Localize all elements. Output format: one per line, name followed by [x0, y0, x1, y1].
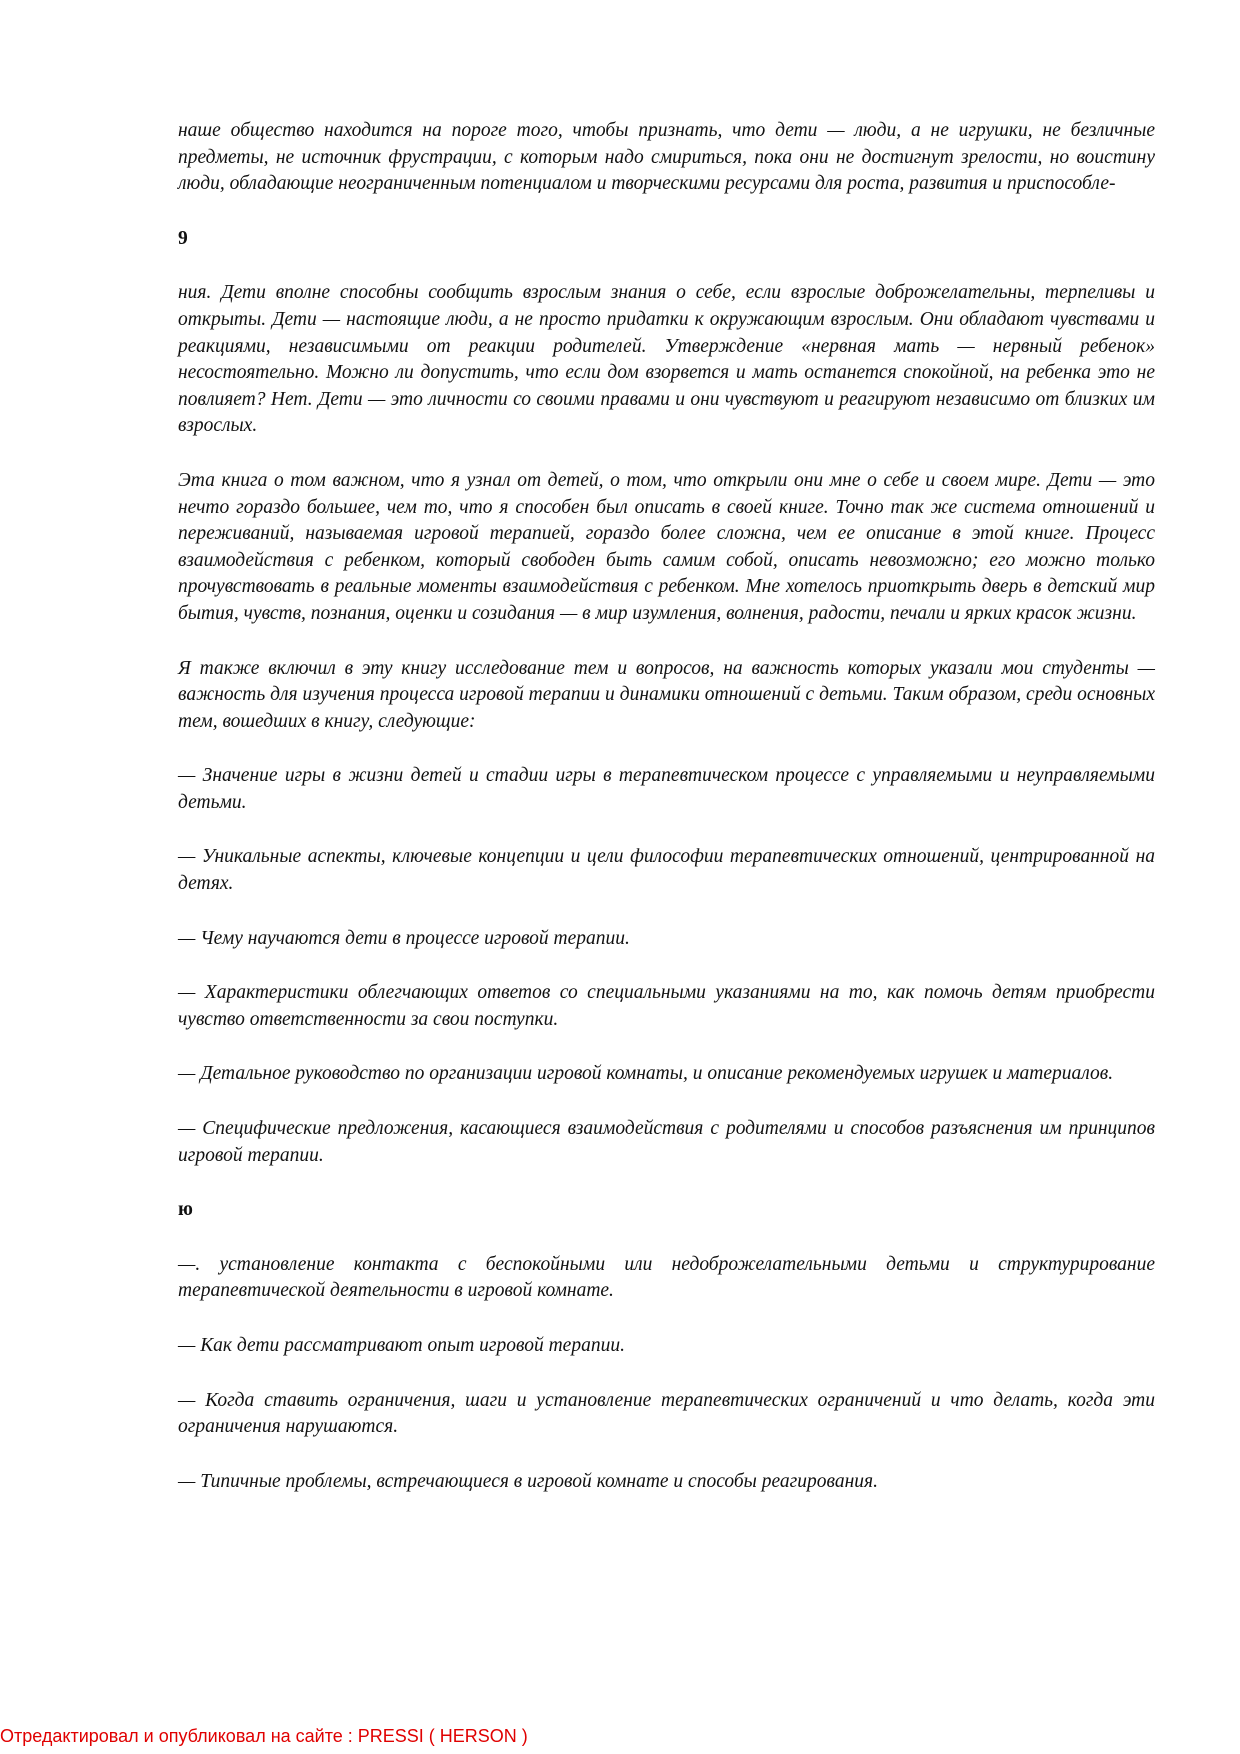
spacer — [178, 252, 1155, 280]
list-item: — Как дети рассматривают опыт игровой терапии. — [178, 1335, 625, 1356]
publisher-footer: Отредактировал и опубликовал на сайте : PRESSI ( HERSON ) — [0, 1726, 528, 1746]
list-item: — Типичные проблемы, встречающиеся в игровой комнате и способы реагирования. — [178, 1470, 878, 1492]
list-item: — Характеристики облегчающих ответов со специальными указаниями на то, как помочь детям приобрести чувство ответственности за свои поступки. — [178, 982, 1155, 1030]
spacer — [178, 1224, 1155, 1252]
list-item: — Значение игры в жизни детей и стадии игры в терапевтическом процессе с управляемыми и неуправляемыми детьми. — [178, 765, 1155, 813]
paragraph: Я также включил в эту книгу исследование тем и вопросов, на важность которых указали мои студенты — важность для изучения процесса игровой терапии и динамики отношений с детьми. Таким образом, среди основных тем, вошедших в книгу, следующие: — [178, 657, 1155, 732]
spacer — [178, 1441, 1155, 1469]
list-item: — Специфические предложения, касающиеся взаимодействия с родителями и способов разъяснения им принципов игровой терапии. — [178, 1118, 1155, 1166]
spacer — [178, 1305, 1155, 1333]
spacer — [178, 952, 1155, 980]
list-item: — Уникальные аспекты, ключевые концепции и цели философии терапевтических отношений, центрированной на детях. — [178, 846, 1155, 895]
list-item: — Детальное руководство по организации игровой комнаты, и описание рекомендуемых игрушек и материалов. — [178, 1063, 1114, 1085]
document-body — [178, 118, 1155, 1495]
list-item: —. установление контакта с беспокойными или недоброжелательными детьми и структурирование терапевтической деятельности в игровой комнате. — [178, 1253, 1155, 1302]
spacer — [178, 1088, 1155, 1116]
spacer — [178, 1033, 1155, 1061]
list-item: — Чему научаются дети в процессе игровой терапии. — [178, 927, 630, 949]
spacer — [178, 735, 1155, 763]
page-number: ю — [178, 1199, 193, 1221]
paragraph: Эта книга о том важном, что я узнал от детей, о том, что открыли они мне о себе и своем мире. Дети — это нечто гораздо большее, чем то, что я способен был описать в своей книге. Точно так же система отношений и переживаний, называемая игровой терапией, гораздо более сложна, чем ее описание в этой книге. Процесс взаимодействия с ребенком, который свободен быть самим собой, описать невозможно; его можно только прочувствовать в реальные моменты взаимодействия с ребенком. Мне хотелось приоткрыть дверь в детский мир бытия, чувств, познания, оценки и созидания — в мир изумления, волнения, радости, печали и ярких красок жизни. — [178, 469, 1155, 624]
spacer — [178, 898, 1155, 926]
spacer — [178, 440, 1155, 468]
list-item: — Когда ставить ограничения, шаги и установление терапевтических ограничений и что делать, когда эти ограничения нарушаются. — [178, 1389, 1155, 1438]
spacer — [178, 816, 1155, 844]
paragraph: наше общество находится на пороге того, чтобы признать, что дети — люди, а не игрушки, не безличные предметы, не источник фрустрации, с которым надо смириться, пока они не достигнут зрелости, но воистину люди, обладающие неограниченным потенциалом и творческими ресурсами для роста, развития и приспособле- — [178, 120, 1155, 195]
paragraph: ния. Дети вполне способны сообщить взрослым знания о себе, если взрослые доброжелательны, терпеливы и открыты. Дети — настоящие люди, а не просто придатки к окружающим взрослым. Они обладают чувствами и реакциями, независимыми от реакции родителей. Утверждение «нервная мать — нервный ребенок» несостоятельно. Можно ли допустить, что если дом взорвется и мать останется спокойной, на ребенка это не повлияет? Нет. Дети — это личности со своими правами и они чувствуют и реагируют независимо от близких им взрослых. — [178, 282, 1155, 437]
spacer — [178, 198, 1155, 226]
spacer — [178, 1360, 1155, 1388]
page-number: 9 — [178, 227, 188, 249]
spacer — [178, 1169, 1155, 1197]
spacer — [178, 628, 1155, 656]
